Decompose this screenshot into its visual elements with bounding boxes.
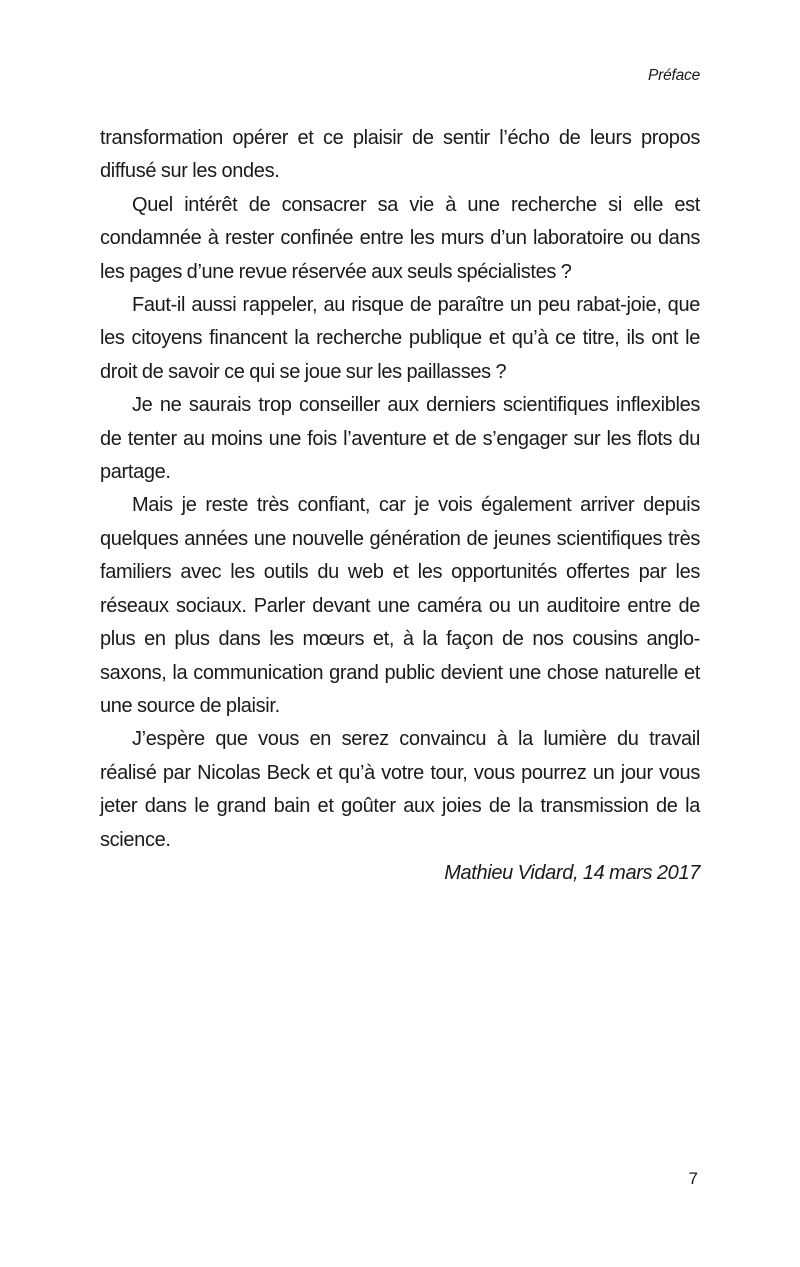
body-paragraph: Je ne saurais trop conseiller aux derniers scientifiques inflexibles de tenter au moins une fois l’aventure et de s’engager sur les flots du partage. [100,394,700,484]
page-number: 7 [688,1169,698,1188]
body-paragraph: Mais je reste très confiant, car je vois également arriver depuis quelques années une nouvelle génération de jeunes scientifiques très familiers avec les outils du web et les opportunités offertes par les réseaux sociaux. Parler devant une caméra ou un auditoire entre de plus en plus dans les mœurs et, à la façon de nos cousins anglo-saxons, la communication grand public devient une chose naturelle et une source de plaisir. [100,494,700,717]
running-header: Préface [647,67,700,84]
signature-line: Mathieu Vidard, 14 mars 2017 [444,861,700,884]
body-paragraph: Quel intérêt de consacrer sa vie à une recherche si elle est condamnée à rester confinée entre les murs d’un laboratoire ou dans les pages d’une revue réservée aux seuls spécialistes ? [100,193,700,283]
body-paragraph: Faut-il aussi rappeler, au risque de paraître un peu rabat-joie, que les citoyens financent la recherche publique et qu’à ce titre, ils ont le droit de savoir ce qui se joue sur les paillasses ? [100,294,700,383]
text-block [100,122,700,890]
body-paragraph: J’espère que vous en serez convaincu à la lumière du travail réalisé par Nicolas Beck et qu’à votre tour, vous pourrez un jour vous jeter dans le grand bain et goûter aux joies de la transmission de la science. [100,728,700,851]
body-paragraph: transformation opérer et ce plaisir de sentir l’écho de leurs propos diffusé sur les ondes. [100,127,700,183]
